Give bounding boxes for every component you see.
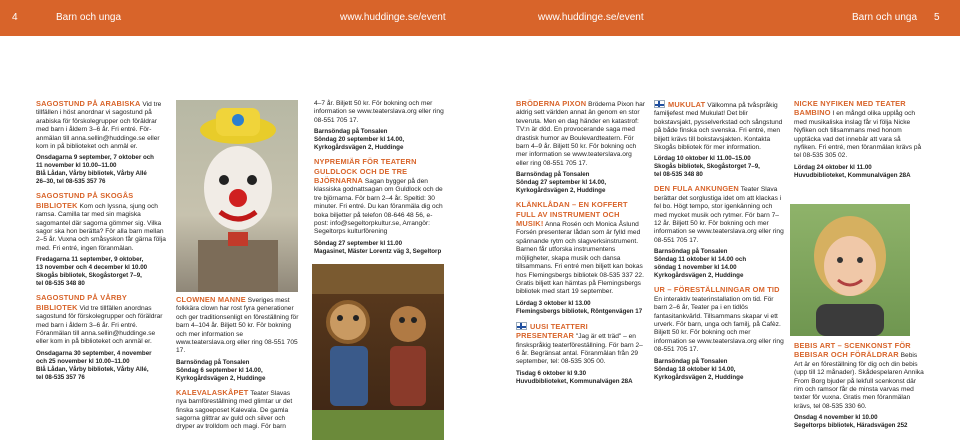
event-info [794,164,924,180]
left-section-title: Barn och unga [56,12,122,23]
article-body: Teater Slavas nya barnföreställning med glimtar ur det finska sagoeposet Kalevala. De gamla sagorna glittrar av guld och silver och dryper av trolldom och magi. För barn [176,389,293,431]
info-line: Barnsöndag på Tonsalen [654,248,728,256]
column-1 [36,100,168,388]
info-line: 13 november och 4 december kl 10.00 [36,264,148,272]
column-5 [654,100,784,388]
article-title: NYPREMIÄR FÖR TEATERN GULDLOCK OCH DE TRE BJÖRNARNA [314,157,417,186]
info-line: Blå Lådan, Vårby bibliotek, Vårby Allé, [36,365,149,373]
article-title: MUKULAT [668,100,706,109]
info-line: Barnsöndag på Tonsalen [314,128,388,136]
info-line: Skogås bibliotek, Skogåstorget 7–9, [654,163,760,171]
article-body: Bebis Art är en föreställning för dig och din bebis (upp till 12 månader). Skådespelaren Annika From Borg bjuder på lekfull scenkonst där rim och ramsor får de minsta varvas med texter för vuxna. Gratis men föranmälan krävs, tel 08-535 330 60. [794,352,924,410]
article-title: CLOWNEN MANNE [176,295,246,304]
info-line: 26–30, tel 08-535 357 76 [36,178,106,186]
event-info [654,358,784,382]
portrait-photo [790,204,910,336]
info-line: tel 08-535 357 76 [36,373,85,381]
clown-photo [176,100,298,292]
info-line: 11 november kl 10.00–11.00 [36,162,117,170]
article-body: Vid tre tillfällen i höst anordnar vi sagostund på arabiska för förskolegrupper och föräldrar med barn i åldern 3–6 år. Fri entré. För-anmälan till anna.sellin@huddinge.se eller kom in på biblioteket och anmäl er. [36,101,162,151]
article-body: Vid tre tillfällen anordnas sagostund för förskolegrupper och föräldrar med barn i åldern 3–6 år. Fri entré. Föranmälan till anna.sellin@huddinge.se eller kom in på biblioteket och anmäl er. [36,304,163,346]
event-info [516,370,646,386]
event-info [36,350,168,382]
article-body: Anna Rosén och Monica Åslund Forsén presenterar lådan som är fylld med spännande rytm och slagverksinstrument. Barnen får utforska instrumentens möjligheter, skapa musik och dansa tillsammans. Fri entré men biljett kan bokas hos Flemingsbergs bibliotek 08-535 337 22. Gratis biljett kan hämtas på Flemingsbergs bibliotek med start 19 september. [516,221,644,296]
article-title: SAGOSTUND PÅ SKOGÅS BIBLIOTEK [36,191,134,210]
info-line: Onsdagarna 30 september, 4 november [36,349,152,357]
info-line: tel 08-535 348 80 [36,280,85,288]
right-section-title: Barn och unga [852,12,918,23]
article-title: SAGOSTUND PÅ VÅRBY BIBLIOTEK [36,293,127,312]
column-2 [176,296,300,435]
finnish-flag-icon [516,322,527,330]
event-info [36,256,168,288]
info-line: Segeltorps bibliotek, Häradsvägen 252 [794,422,908,430]
info-line: Barnsöndag på Tonsalen [516,171,590,179]
event-info [314,128,444,152]
info-line: söndag 1 november kl 14.00 [654,264,737,272]
info-line: Kyrkogårdsvägen 2, Huddinge [176,374,266,382]
info-line: Huvudbiblioteket, Kommunalvägen 28A [794,171,911,179]
info-line: och 25 november kl 10.00–11.00 [36,357,130,365]
right-url-link[interactable]: www.huddinge.se/event [538,12,644,23]
event-info [654,155,784,179]
event-info [516,171,646,195]
right-page-number: 5 [934,12,940,23]
left-url-link[interactable]: www.huddinge.se/event [340,12,446,23]
info-line: Barnsöndag på Tonsalen [654,357,728,365]
info-line: Söndag 11 oktober kl 14.00 och [654,256,747,264]
info-line: Tisdag 6 oktober kl 9.30 [516,369,587,377]
event-info [516,300,646,316]
article-title: DEN FULA ANKUNGEN [654,184,739,194]
article-body: Teater Slava berättar det sorglustiga idet om att klackas i fel bo. Högt tempo, stor igenkänning och med mycket musik och rytmer. För barn 7–12 år. Biljett 50 kr. För bokning och mer information se www.teaterslava.org eller ring 08-551 705 17. [654,186,784,244]
info-line: Söndag 18 oktober kl 14.00, [654,365,736,373]
info-line: Lördag 10 oktober kl 11.00–15.00 [654,155,751,163]
article-body: Sagan bygger på den klassiska godnattsagan om Guldlock och de tre björnarna. För barn 2–4 år. Speltid: 30 minuter. Fri entré. Du kan föranmäla dig och boka biljetter på telefon 08-646 48 56, e-post: info@segeltorpkultur.se, Arrangör: Segeltorps kulturförening [314,178,443,236]
event-info [176,359,300,383]
info-line: Onsdagarna 9 september, 7 oktober och [36,154,154,162]
info-line: Söndag 20 september kl 14.00, [314,136,405,144]
info-line: Barnsöndag på Tonsalen [176,358,250,366]
info-line: tel 08-535 348 80 [654,171,703,179]
puppets-illustration [312,264,444,440]
column-4 [516,100,646,392]
column-6 [794,100,924,186]
event-info [794,414,924,430]
article-body: Sveriges mest folkkära clown har rost fyra generationer och ger traditionsenligt en föreställning för barn 4–104 år. Biljett 50 kr. För bokning och mer information se www.teaterslava.org eller ring 08-551 705 17. [176,297,299,355]
article-body: Välkomna på tvåspråkig familjefest med Mukulat! Det blir bokstavsjakt, pysselverkstad och sångstund på både finska och svenska. Fri entré, men biljett krävs till bokstavsjakten. Kontakta Skogås bibliotek för mer information. [654,102,783,152]
info-line: Flemingsbergs bibliotek, Röntgenvägen 17 [516,307,643,315]
left-page-number: 4 [12,12,18,23]
info-line: Söndag 27 september kl 14.00, [516,179,607,187]
info-line: Kyrkogårdsvägen 2, Huddinge [516,187,606,195]
info-line: Blå Lådan, Vårby bibliotek, Vårby Allé [36,170,147,178]
info-line: Skogås bibliotek, Skogåstorget 7–9, [36,272,142,280]
finnish-flag-icon [654,100,665,108]
column-3 [314,100,444,262]
clown-illustration [176,100,298,292]
article-body: I en mångd olika upplåg och med musikaliska inslag får vi följa Nicke Nyfiken och tillsammans med honom upptäcka vad det innebär att vara så nyfiken. Fri entré, men föranmälan krävs på tel 08-535 305 02. [794,110,922,160]
article-title: KALEVALASKÅPET [176,387,249,397]
article-title: KLÄNKLÅDAN – EN KOFFERT FULL AV INSTRUMENT OCH MUSIK! [516,200,628,229]
info-line: Söndag 27 september kl 11.00 [314,239,403,247]
page-header [0,0,960,36]
puppets-photo [312,264,444,440]
info-line: Fredagarna 11 september, 9 oktober, [36,256,144,264]
info-line: Magasinet, Mäster Lorentz väg 3, Segeltorp [314,247,442,255]
article-title: BEBIS ART – SCENKONST FÖR BEBISAR OCH FÖRÄLDRAR [794,341,911,360]
article-title: NICKE NYFIKEN MED TEATER BAMBINO [794,99,906,118]
event-info [36,154,168,186]
portrait-illustration [790,204,910,336]
info-line: Lördag 24 oktober kl 11.00 [794,163,872,171]
article-body: "Jag är ett träd" – en finskspråkig teaterföreställning. För barn 2–6 år. Begränsat antal. Föranmälan från 29 september, tel: 08-535 305 00. [516,333,643,366]
info-line: Kyrkogårdsvägen 2, Huddinge [654,272,744,280]
article-title: UR – FÖRESTÄLLNINGAR OM TID [654,285,780,295]
article-title: UUSI TEATTERI PRESENTERAR [516,321,588,341]
article-title: BRÖDERNA PIXON [516,99,587,108]
info-line: Lördag 3 oktober kl 13.00 [516,299,591,307]
info-line: Onsdag 4 november kl 10.00 [794,414,878,422]
event-info [314,240,444,256]
info-line: Söndag 6 september kl 14.00, [176,366,263,374]
info-line: Kyrkogårdsvägen 2, Huddinge [654,373,744,381]
info-line: Kyrkogårdsvägen 2, Huddinge [314,144,404,152]
event-info [654,248,784,280]
article-body: Bröderna Pixon har aldrig sett världen annat än genom en stor teveruta. Men en dag händer en katastrof: TV:n är död. En provocerande saga med drastisk humor av Boulevardteatern. För barn 4–9 år. Biljett 50 kr. För bokning och mer information se www.teaterslava.org eller ring 08-551 705 17. [516,101,645,167]
article-title: SAGOSTUND PÅ ARABISKA [36,99,141,108]
article-body: 4–7 år. Biljett 50 kr. För bokning och mer information se www.teaterslava.org eller ring 08-551 705 17. [314,100,444,124]
article-body: En interaktiv teaterinstallation om tid. För barn 2–6 år, Teater pa i en tidlös fantasitankvärld. Tillsammans skapar vi ett urverk. För barn, unga och familj, på Cafèz. Biljett 50 kr. För bokning och mer information se www.teaterslava.org eller ring 08-551 705 17. [654,295,784,354]
article-body: Kom och lyssna, sjung och ramsa. Camilla tar med sin magiska sagomantel där sagorna gömmer sig. Vilka sagor ska hon berätta? För alla barn mellan 2–5 år. Vuxna och småsyskon får gärna följa med. Fri entré, ingen föranmälan. [36,202,166,252]
column-6-bottom [794,342,924,436]
info-line: Huvudbiblioteket, Kommunalvägen 28A [516,377,633,385]
